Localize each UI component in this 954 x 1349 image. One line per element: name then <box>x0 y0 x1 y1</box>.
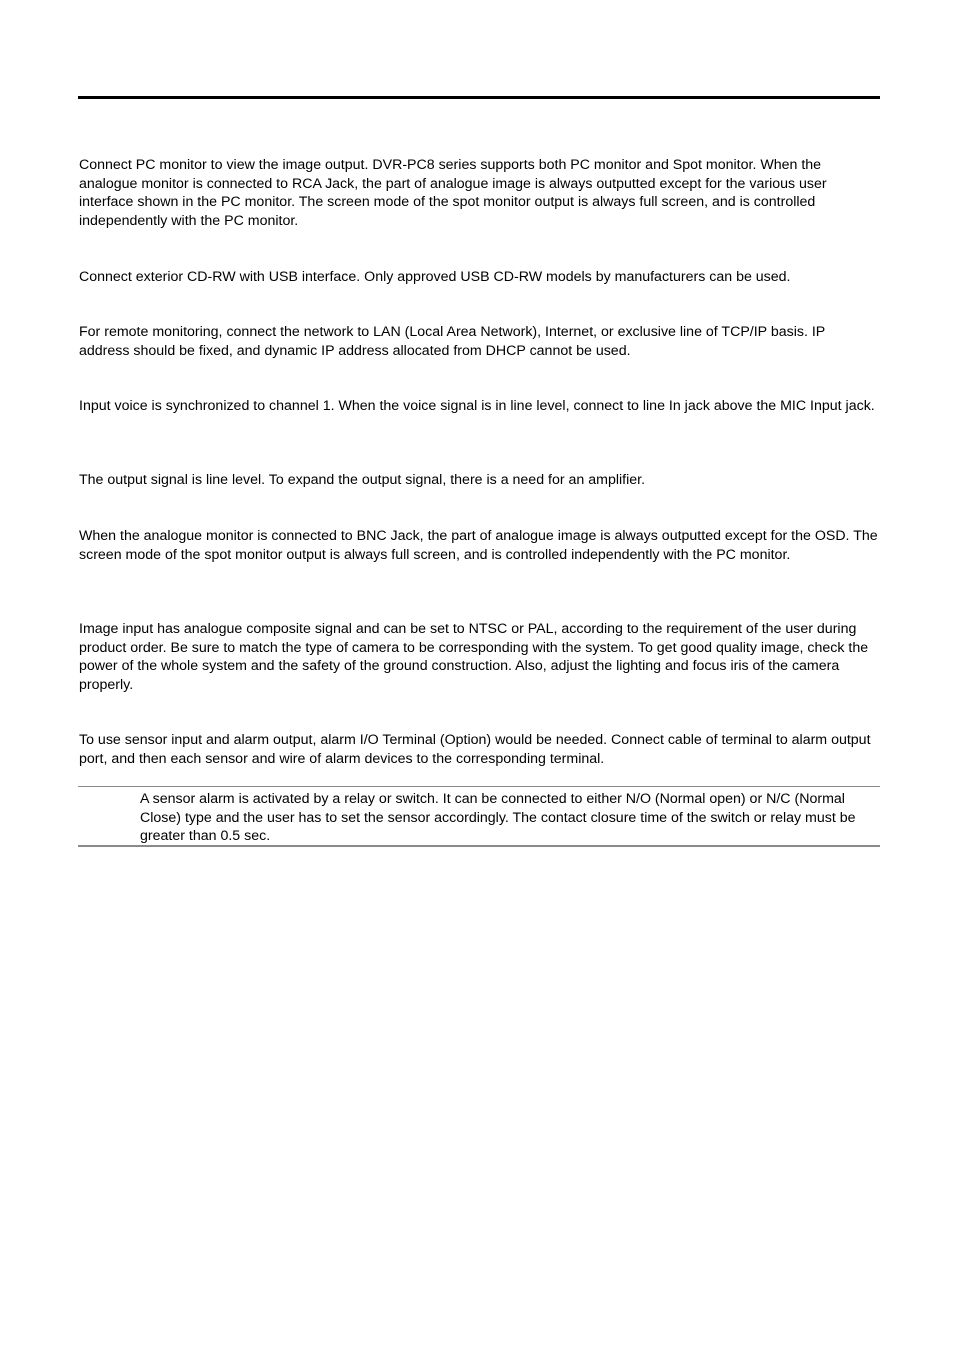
paragraph-pc-monitor: Connect PC monitor to view the image output. DVR-PC8 series supports both PC monitor and Spot monitor. When the analogue monitor is connected to RCA Jack, the part of analogue image is always outputted except for the various user interface shown in the PC monitor. The screen mode of the spot monitor output is always full screen, and is controlled independently with the PC monitor. <box>79 157 827 229</box>
note-text: A sensor alarm is activated by a relay or switch. It can be connected to either N/O (Normal open) or N/C (Normal Close) type and the user has to set the sensor accordingly. The contact closure time of the switch or relay must be greater than 0.5 sec. <box>140 791 856 844</box>
paragraph-video-input: Image input has analogue composite signal and can be set to NTSC or PAL, according to the requirement of the user during product order. Be sure to match the type of camera to be corresponding with the system. To get good quality image, check the power of the whole system and the safety of the ground construction. Also, adjust the lighting and focus iris of the camera properly. <box>79 621 869 693</box>
paragraph-audio-input: Input voice is synchronized to channel 1. When the voice signal is in line level, connect to line In jack above the MIC Input jack. <box>79 398 875 414</box>
paragraph-spot-monitor: When the analogue monitor is connected to BNC Jack, the part of analogue image is always outputted except for the OSD. The screen mode of the spot monitor output is always full screen, and is controlled independently with the PC monitor. <box>79 528 878 563</box>
paragraph-audio-output: The output signal is line level. To expand the output signal, there is a need for an amplifier. <box>79 472 646 488</box>
paragraph-alarm-io: To use sensor input and alarm output, alarm I/O Terminal (Option) would be needed. Connect cable of terminal to alarm output port, and then each sensor and wire of alarm devices to the corresponding terminal. <box>79 732 871 767</box>
paragraph-network: For remote monitoring, connect the network to LAN (Local Area Network), Internet, or exclusive line of TCP/IP basis. IP address should be fixed, and dynamic IP address allocated from DHCP cannot be used. <box>79 324 825 359</box>
note-box <box>78 786 880 847</box>
paragraph-cd-rw: Connect exterior CD-RW with USB interface. Only approved USB CD-RW models by manufacturers can be used. <box>79 269 791 285</box>
header-rule <box>78 96 880 99</box>
